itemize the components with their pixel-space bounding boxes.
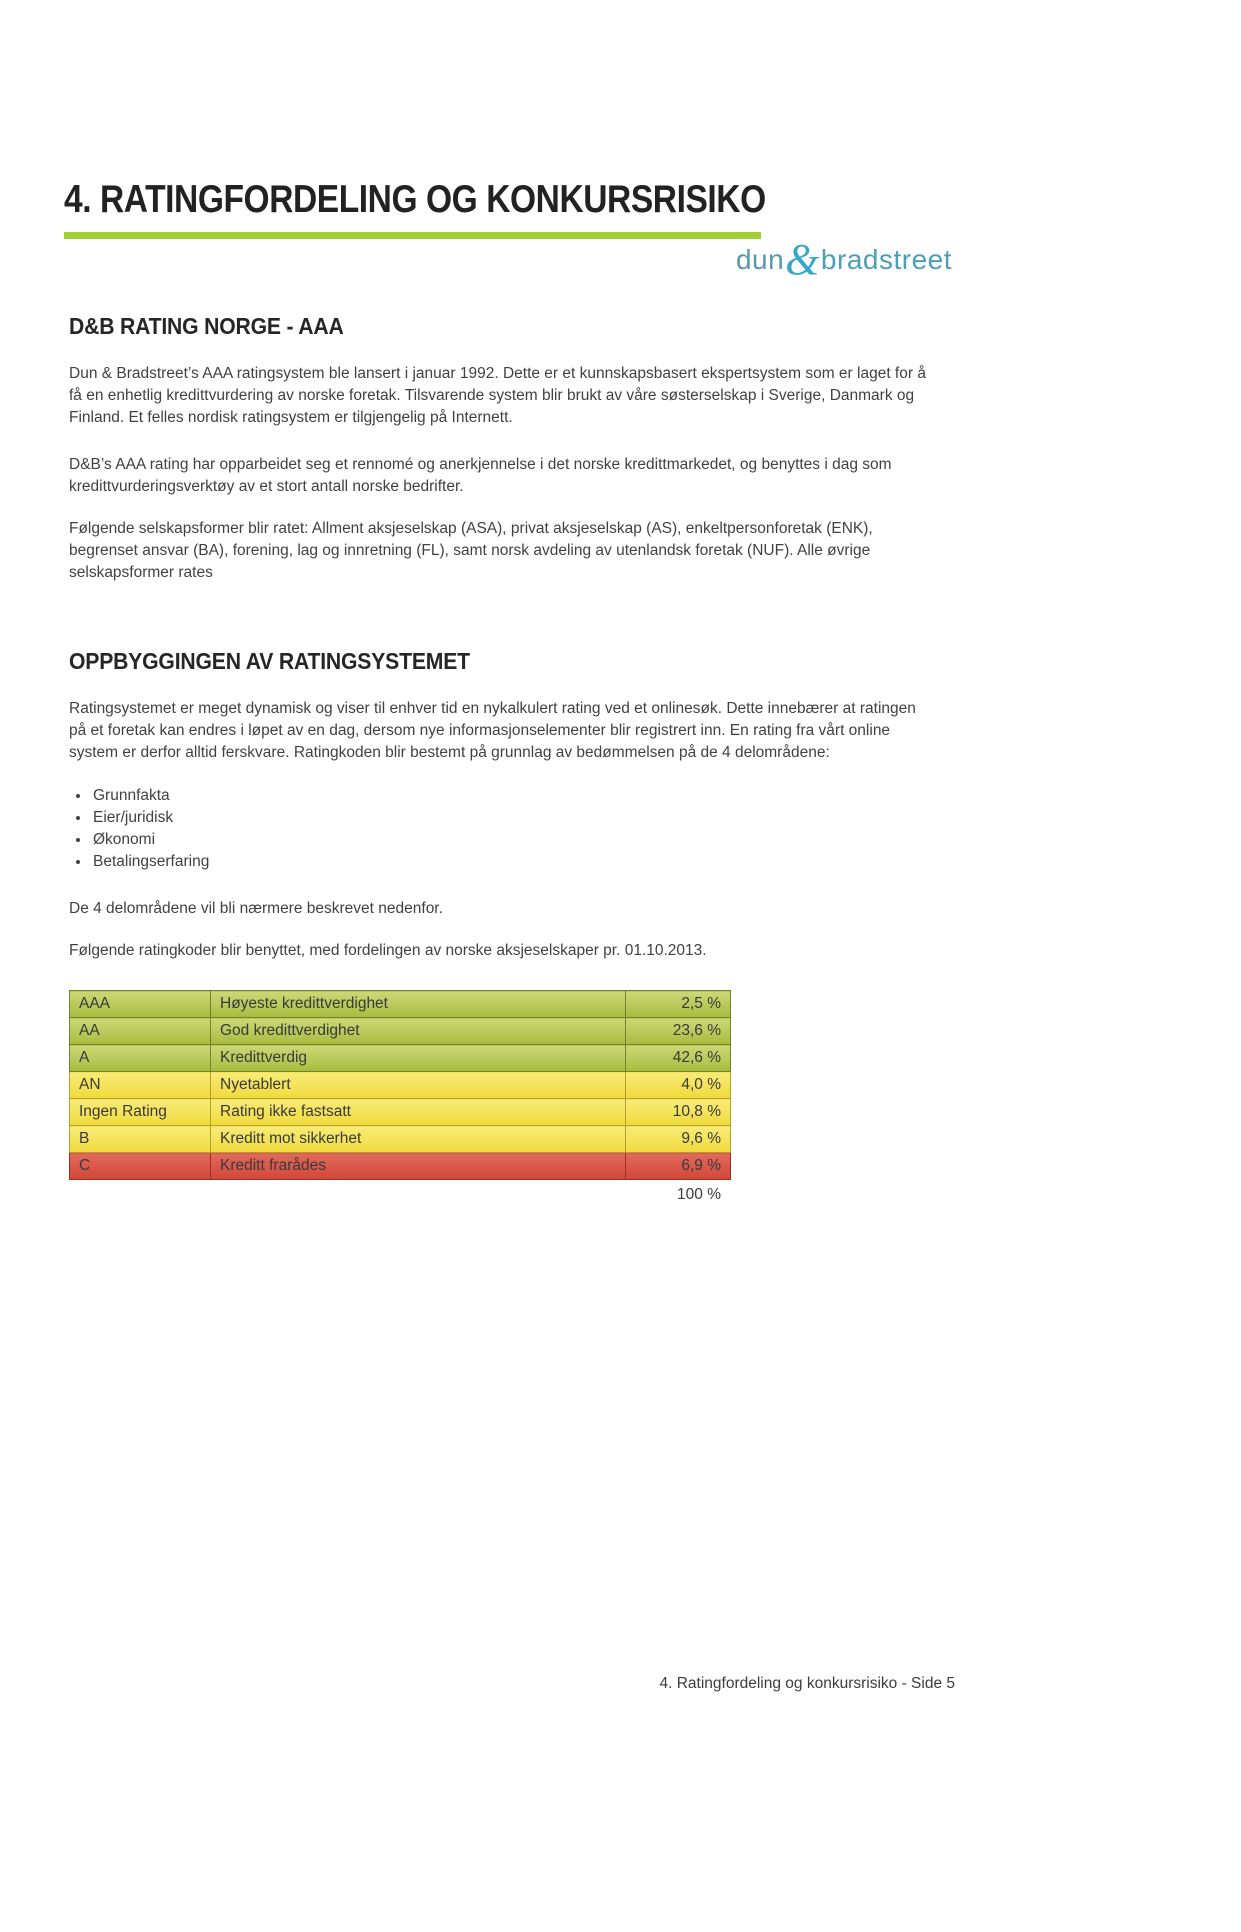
table-row <box>70 991 731 1018</box>
table-row <box>70 1045 731 1072</box>
title-underline <box>64 232 761 239</box>
rating-code-cell: AA <box>70 1018 211 1045</box>
rating-desc-cell: Rating ikke fastsatt <box>211 1099 626 1126</box>
rating-desc-cell: God kredittverdighet <box>211 1018 626 1045</box>
bullet-item: • Økonomi <box>91 829 955 851</box>
paragraph: Ratingsystemet er meget dynamisk og viser til enhver tid en nykalkulert rating ved et onlinesøk. Dette innebærer at ratingen på et foretak kan endres i løpet av en dag, dersom nye informasjonselementer blir registrert inn. En rating fra vårt online system er derfor alltid ferskvare. Ratingkoden blir bestemt på grunnlag av bedømmelsen på de 4 delområdene: <box>69 700 916 761</box>
rating-share-cell: 2,5 % <box>626 991 731 1018</box>
bullet-item: • Eier/juridisk <box>91 807 955 829</box>
logo-word-dun: dun <box>735 244 785 275</box>
logo-word-bradstreet: bradstreet <box>820 244 952 275</box>
rating-table <box>69 990 731 1180</box>
section-heading-oppbyggingen: OPPBYGGINGEN AV RATINGSYSTEMET <box>69 648 470 674</box>
rating-share-cell: 6,9 % <box>626 1153 731 1180</box>
paragraph: Dun & Bradstreet’s AAA ratingsystem ble lansert i januar 1992. Dette er et kunnskapsbasert ekspertsystem som er laget for å få en enhetlig kredittvurdering av norske foretak. Tilsvarende system blir brukt av våre søsterselskap i Sverige, Danmark og Finland. Et felles nordisk ratingsystem er tilgjengelig på Internett. <box>69 365 926 426</box>
rating-code-cell: AN <box>70 1072 211 1099</box>
paragraph: Følgende selskapsformer blir ratet: Allment aksjeselskap (ASA), privat aksjeselskap (AS), enkeltpersonforetak (ENK), begrenset ansvar (BA), forening, lag og innretning (FL), samt norsk avdeling av utenlandsk foretak (NUF). Alle øvrige selskapsformer rates <box>69 520 873 581</box>
bullet-item: • Betalingserfaring <box>91 851 955 873</box>
rating-desc-cell: Kreditt frarådes <box>211 1153 626 1180</box>
rating-code-cell: AAA <box>70 991 211 1018</box>
bullet-list <box>91 785 955 873</box>
rating-share-cell: 42,6 % <box>626 1045 731 1072</box>
table-row <box>70 1153 731 1180</box>
rating-code-cell: C <box>70 1153 211 1180</box>
bullet-item: • Grunnfakta <box>91 785 955 807</box>
rating-share-cell: 4,0 % <box>626 1072 731 1099</box>
page-content <box>0 313 955 1204</box>
table-row <box>70 1126 731 1153</box>
rating-share-cell: 23,6 % <box>626 1018 731 1045</box>
logo-ampersand-icon: & <box>785 235 820 284</box>
section-heading-rating-norge: D&B RATING NORGE - AAA <box>69 313 344 339</box>
rating-code-cell: Ingen Rating <box>70 1099 211 1126</box>
dnb-logo <box>735 235 952 284</box>
paragraph: D&B’s AAA rating har opparbeidet seg et rennomé og anerkjennelse i det norske kredittmarkedet, og benyttes i dag som kredittvurderingsverktøy av et stort antall norske bedrifter. <box>69 456 892 495</box>
table-total: 100 % <box>677 1186 721 1203</box>
rating-share-cell: 9,6 % <box>626 1126 731 1153</box>
table-row <box>70 1018 731 1045</box>
rating-desc-cell: Nyetablert <box>211 1072 626 1099</box>
rating-share-cell: 10,8 % <box>626 1099 731 1126</box>
paragraph: De 4 delområdene vil bli nærmere beskrevet nedenfor. <box>69 900 443 917</box>
rating-desc-cell: Kreditt mot sikkerhet <box>211 1126 626 1153</box>
page-title: 4. RATINGFORDELING OG KONKURSRISIKO <box>64 178 766 221</box>
rating-desc-cell: Høyeste kredittverdighet <box>211 991 626 1018</box>
table-row <box>70 1099 731 1126</box>
rating-code-cell: A <box>70 1045 211 1072</box>
page-footer: 4. Ratingfordeling og konkursrisiko - Side 5 <box>659 1675 955 1692</box>
rating-code-cell: B <box>70 1126 211 1153</box>
rating-desc-cell: Kredittverdig <box>211 1045 626 1072</box>
paragraph: Følgende ratingkoder blir benyttet, med fordelingen av norske aksjeselskaper pr. 01.10.2013. <box>69 942 707 959</box>
document-page <box>0 178 1241 1932</box>
table-row <box>70 1072 731 1099</box>
